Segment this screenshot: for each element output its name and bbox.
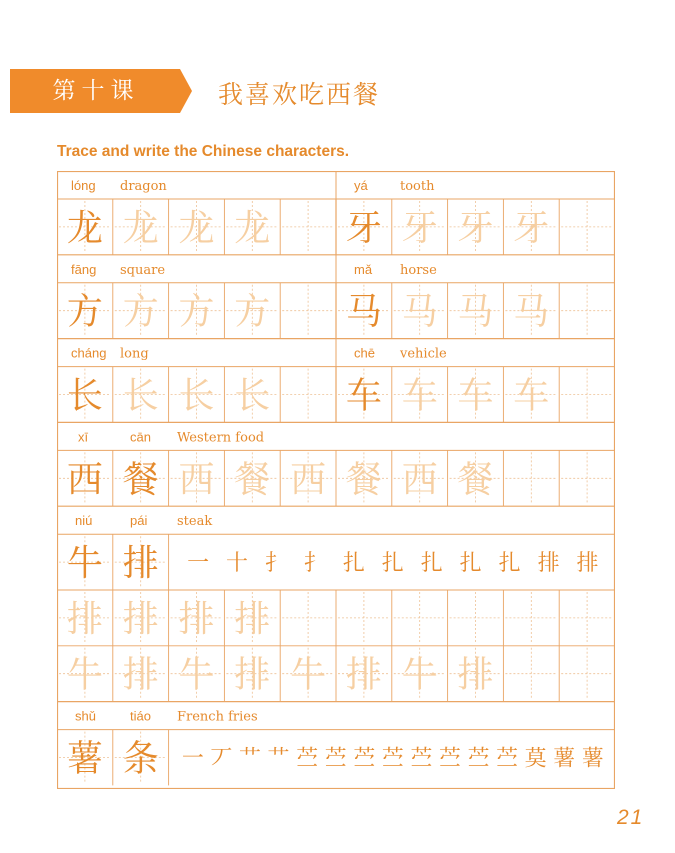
stroke-step: 扌 [264, 551, 287, 577]
trace-character: 排 [234, 654, 271, 696]
model-character: 牛 [66, 543, 103, 585]
pinyin-label: tiáo [130, 708, 151, 724]
trace-character: 长 [178, 375, 215, 417]
stroke-step: 苎 [496, 746, 519, 772]
trace-character: 马 [457, 291, 494, 333]
trace-character: 车 [457, 375, 494, 417]
trace-character: 牛 [401, 654, 438, 696]
trace-character: 餐 [234, 459, 271, 501]
stroke-step: 苎 [438, 746, 461, 772]
model-character: 西 [66, 459, 103, 501]
model-character: 龙 [66, 207, 103, 249]
pinyin-label: yá [354, 178, 368, 193]
trace-character: 排 [122, 598, 159, 640]
model-character: 条 [122, 738, 159, 780]
model-character: 方 [66, 291, 103, 333]
stroke-step: 扌 [303, 551, 326, 577]
trace-character: 龙 [234, 207, 271, 249]
lesson-title: 我喜欢吃西餐 [218, 80, 381, 109]
trace-character: 牙 [457, 207, 494, 249]
trace-character: 排 [178, 598, 215, 640]
meaning-label: horse [400, 262, 437, 278]
stroke-step: 苎 [324, 746, 347, 772]
stroke-step: 扎 [459, 551, 482, 577]
stroke-step: 十 [226, 551, 249, 577]
pinyin-label: mǎ [354, 261, 373, 277]
trace-character: 方 [234, 291, 271, 333]
trace-character: 西 [178, 459, 215, 501]
stroke-step: 艹 [238, 746, 262, 772]
meaning-label: square [120, 262, 166, 278]
stroke-step: 苎 [467, 746, 490, 772]
meaning-label: steak [177, 514, 213, 530]
trace-character: 长 [122, 375, 159, 417]
trace-character: 方 [122, 291, 159, 333]
stroke-step: 苎 [353, 746, 376, 772]
trace-character: 龙 [178, 207, 215, 249]
pinyin-label: pái [130, 513, 148, 529]
model-character: 薯 [66, 738, 103, 780]
pinyin-label: xī [78, 429, 89, 445]
trace-character: 车 [401, 375, 438, 417]
pinyin-label: cháng [71, 345, 107, 361]
stroke-step: 排 [537, 551, 560, 577]
trace-character: 马 [513, 291, 550, 333]
meaning-label: Western food [177, 430, 265, 446]
lesson-tab [10, 69, 192, 113]
pinyin-label: lóng [71, 178, 96, 193]
model-character: 马 [345, 291, 382, 333]
model-character: 排 [122, 543, 159, 585]
writing-practice-sheet [57, 171, 615, 789]
model-character: 餐 [122, 459, 159, 501]
meaning-label: long [120, 346, 149, 362]
meaning-label: vehicle [400, 346, 447, 362]
stroke-step: 一 [187, 551, 210, 577]
trace-character: 方 [178, 291, 215, 333]
trace-character: 长 [234, 375, 271, 417]
pinyin-label: chē [354, 345, 375, 361]
meaning-label: dragon [120, 179, 167, 194]
trace-character: 龙 [122, 207, 159, 249]
stroke-step: 苎 [381, 746, 404, 772]
trace-character: 马 [401, 291, 438, 333]
instruction-text: Trace and write the Chinese characters. [57, 143, 350, 160]
trace-character: 牛 [178, 654, 215, 696]
pinyin-label: shǔ [75, 708, 96, 724]
trace-character: 排 [345, 654, 382, 696]
stroke-step: 一 [181, 746, 204, 772]
stroke-step: 扎 [381, 551, 404, 577]
model-character: 长 [66, 375, 103, 417]
meaning-label: tooth [400, 179, 435, 194]
stroke-step: 扎 [342, 551, 365, 577]
trace-character: 排 [66, 598, 103, 640]
trace-character: 牙 [401, 207, 438, 249]
pinyin-label: niú [75, 513, 93, 529]
trace-character: 排 [122, 654, 159, 696]
trace-character: 排 [457, 654, 494, 696]
trace-character: 餐 [345, 459, 382, 501]
stroke-step: 薯 [553, 746, 576, 772]
pinyin-label: fāng [71, 261, 97, 277]
trace-character: 牛 [66, 654, 103, 696]
page-number: 21 [617, 806, 645, 829]
stroke-step: 艹 [267, 746, 290, 772]
stroke-step: 苎 [296, 746, 319, 772]
stroke-step: 丆 [210, 746, 233, 772]
stroke-step: 莫 [524, 746, 547, 772]
trace-character: 牛 [290, 654, 327, 696]
trace-character: 西 [401, 459, 438, 501]
meaning-label: French fries [177, 709, 258, 725]
model-character: 牙 [345, 207, 382, 249]
stroke-step: 排 [576, 551, 599, 577]
trace-character: 西 [290, 459, 327, 501]
trace-character: 排 [234, 598, 271, 640]
lesson-label: 第十课 [52, 78, 140, 104]
trace-character: 牙 [513, 207, 550, 249]
stroke-step: 苎 [410, 746, 433, 772]
stroke-step: 薯 [581, 746, 604, 772]
stroke-step: 扎 [420, 551, 443, 577]
trace-character: 餐 [457, 459, 494, 501]
stroke-step: 扎 [498, 551, 521, 577]
trace-character: 车 [513, 375, 550, 417]
pinyin-label: cān [130, 429, 151, 445]
model-character: 车 [345, 375, 382, 417]
